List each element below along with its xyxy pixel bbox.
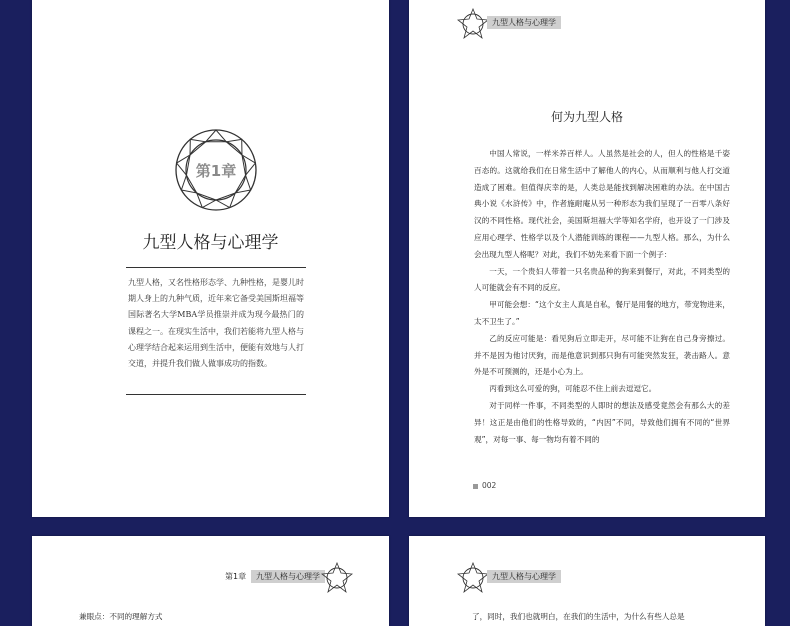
enneagram-star-icon	[457, 8, 489, 40]
section-snippet: 兼眼点：不同的理解方式	[79, 612, 163, 621]
chapter-intro: 九型人格，又名性格形态学、九种性格，是婴儿时期人身上的九种气质，近年来它备受美国斯坦福等国际著名大学MBA学员推崇并成为现今最热门的课程之一。在现实生活中，我们若能将九型人格与心理学结合起来运用到生活中，便能有效地与人打交道，并提升我们做人做事成功的指数。	[128, 278, 304, 369]
bottom-left-page	[32, 536, 389, 626]
enneagram-star-icon	[457, 562, 489, 594]
chapter-page	[32, 0, 389, 517]
chapter-badge-text: 第1章	[195, 162, 237, 180]
running-head-title: 九型人格与心理学	[487, 16, 561, 29]
enneagram-badge	[174, 128, 258, 212]
running-head-title: 九型人格与心理学	[487, 570, 561, 583]
section-title: 何为九型人格	[550, 110, 623, 124]
badge-triangle	[226, 139, 242, 155]
divider-bottom	[126, 394, 306, 395]
running-head	[225, 562, 365, 590]
running-head-title: 九型人格与心理学	[251, 570, 325, 583]
body-text	[474, 146, 730, 448]
paragraph: 一天，一个贵妇人带着一只名贵品种的狗来到餐厅，对此，不同类型的人可能就会有不同的反应。	[474, 266, 730, 293]
page-number	[473, 481, 496, 490]
paragraph: 对于同样一件事，不同类型的人即时的想法及感受竟然会有那么大的差异！这正是由他们的性格导致的，“内因”不同，导致他们拥有不同的“世界观”，对每一事、每一物均有着不同的	[474, 400, 730, 444]
text-snippet: 了，同时，我们也就明白，在我们的生活中，为什么有些人总是	[472, 612, 685, 621]
paragraph: 甲可能会想：“这个女主人真是自私，餐厅是用餐的地方，带宠物进来，太不卫生了。”	[474, 300, 730, 326]
chapter-title: 九型人格与心理学	[142, 233, 279, 253]
badge-triangle	[190, 139, 206, 155]
bottom-right-page	[409, 536, 765, 626]
divider-top	[126, 267, 306, 268]
paragraph: 丙看到这么可爱的狗，可能忍不住上前去逗逗它。	[489, 384, 657, 394]
page-number-text: 002	[482, 481, 497, 490]
square-icon	[473, 484, 478, 489]
chapter-label: 第1章	[225, 572, 247, 581]
running-head	[457, 8, 617, 36]
enneagram-star-icon	[321, 562, 353, 594]
paragraph: 乙的反应可能是：看见狗后立即走开，尽可能不让狗在自己身旁擦过。并不是因为他讨厌狗，而是他意识到那只狗有可能突然发狂，袭击路人。意外是不可预测的，还是小心为上。	[474, 333, 730, 377]
content-page	[409, 0, 765, 517]
paragraph: 中国人常说，一样米养百样人。人虽然是社会的人，但人的性格是千姿百态的。这就给我们在日常生活中了解他人的内心，从而顺利与他人打交道造成了困难。但值得庆幸的是，人类总是能找到解决困难的办法。在中国古典小说《水浒传》中，作者施耐庵从另一种形态为我们呈现了一百零八条好汉的不同性格。现代社会，美国斯坦福大学等知名学府，也开设了一门涉及应用心理学、性格学以及个人潜能训练的课程——九型人格。那么，为什么会出现九型人格呢？对此，我们不妨先来看下面一个例子：	[474, 149, 730, 259]
running-head	[457, 562, 617, 590]
